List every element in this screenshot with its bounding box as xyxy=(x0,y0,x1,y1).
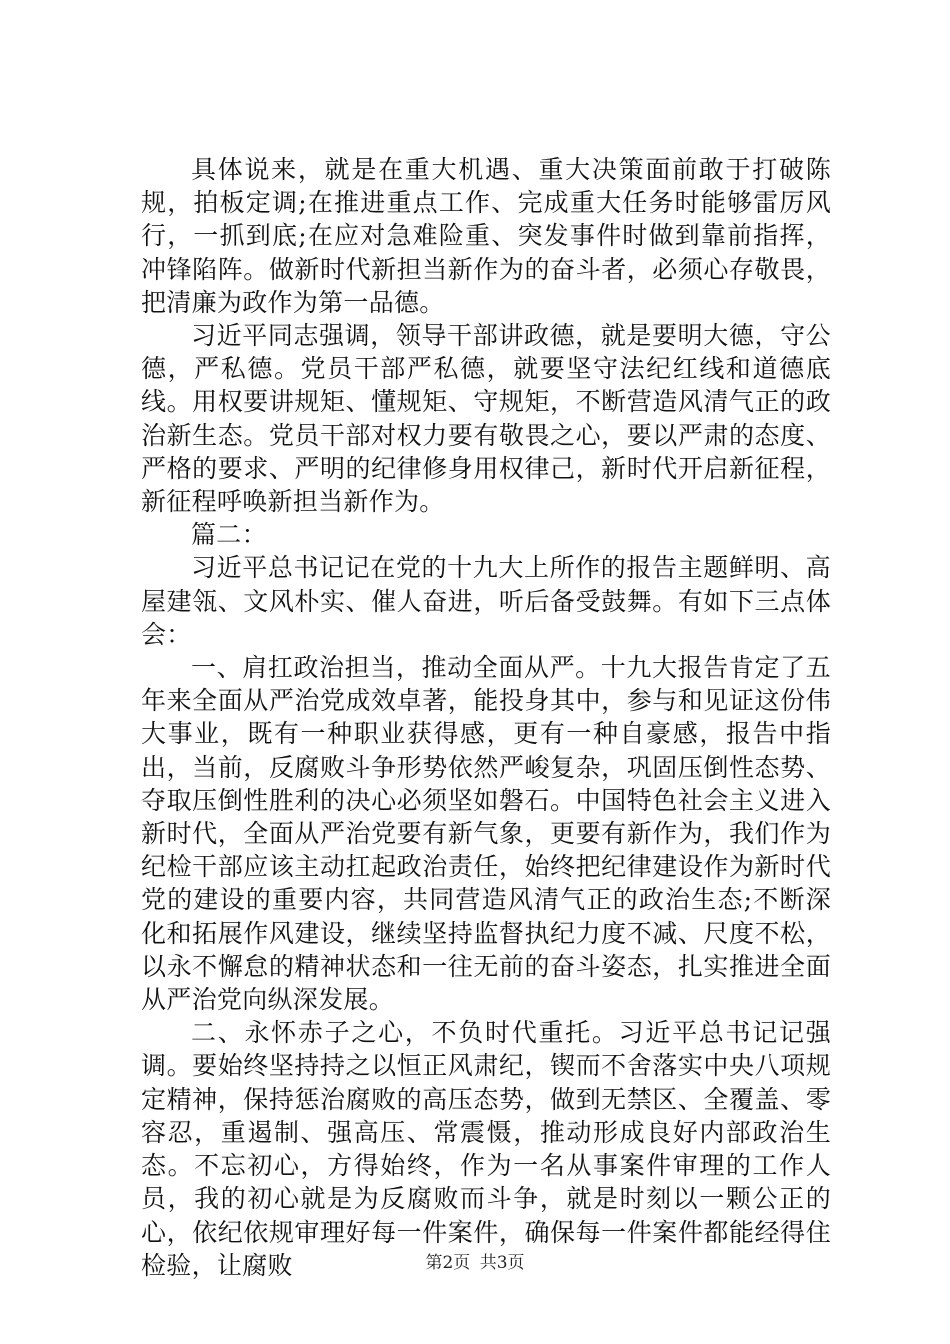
paragraph: 二、永怀赤子之心，不负时代重托。习近平总书记记强调。要始终坚持持之以恒正风肃纪，锲而不舍落实中央八项规定精神，保持惩治腐败的高压态势，做到无禁区、全覆盖、零容忍，重遏制、强高压、常震慑，推动形成良好内部政治生态。不忘初心，方得始终，作为一名从事案件审理的工作人员，我的初心就是为反腐败而斗争，就是时刻以一颗公正的心，依纪依规审理好每一件案件，确保每一件案件都能经得住检验，让腐败 xyxy=(141,1018,831,1280)
paragraph: 一、肩扛政治担当，推动全面从严。十九大报告肯定了五年来全面从严治党成效卓著，能投身其中，参与和见证这份伟大事业，既有一种职业获得感，更有一种自豪感，报告中指出，当前，反腐败斗争形势依然严峻复杂，巩固压倒性态势、夺取压倒性胜利的决心必须坚如磐石。中国特色社会主义进入新时代，全面从严治党要有新气象，更要有新作为，我们作为纪检干部应该主动扛起政治责任，始终把纪律建设作为新时代党的建设的重要内容，共同营造风清气正的政治生态;不断深化和拓展作风建设，继续坚持监督执纪力度不减、尺度不松，以永不懈怠的精神状态和一往无前的奋斗姿态，扎实推进全面从严治党向纵深发展。 xyxy=(141,653,831,1015)
paragraph: 习近平总书记记在党的十九大上所作的报告主题鲜明、高屋建瓴、文风朴实、催人奋进，听后备受鼓舞。有如下三点体会： xyxy=(141,553,831,649)
paragraph: 习近平同志强调，领导干部讲政德，就是要明大德，守公德，严私德。党员干部严私德，就要坚守法纪红线和道德底线。用权要讲规矩、懂规矩、守规矩，不断营造风清气正的政治新生态。党员干部对权力要有敬畏之心，要以严肃的态度、严格的要求、严明的纪律修身用权律己，新时代开启新征程，新征程呼唤新担当新作为。 xyxy=(141,321,831,517)
page-number: 第2页 xyxy=(425,1253,471,1273)
document-body xyxy=(141,153,831,1282)
section-heading: 篇二： xyxy=(191,520,267,550)
page-footer xyxy=(0,1248,950,1273)
page-total: 共3页 xyxy=(479,1253,525,1273)
paragraph: 具体说来，就是在重大机遇、重大决策面前敢于打破陈规，拍板定调;在推进重点工作、完成重大任务时能够雷厉风行，一抓到底;在应对急难险重、突发事件时做到靠前指挥，冲锋陷阵。做新时代新担当新作为的奋斗者，必须心存敬畏，把清廉为政作为第一品德。 xyxy=(141,155,831,317)
